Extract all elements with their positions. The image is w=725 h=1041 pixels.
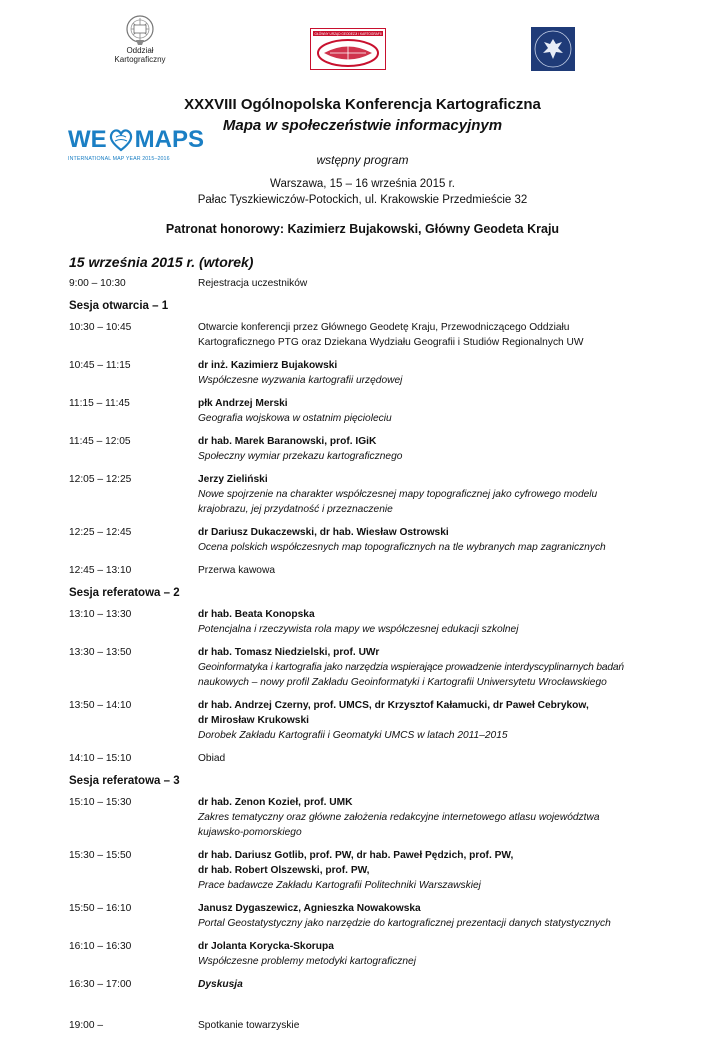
conference-title: XXXVIII Ogólnopolska Konferencja Kartograficzna: [184, 96, 541, 113]
session-title: Sesja otwarcia – 1: [69, 300, 169, 312]
time-slot: 14:10 – 15:10: [69, 753, 132, 764]
time-slot: 11:45 – 12:05: [69, 436, 131, 447]
speaker: dr hab. Marek Baranowski, prof. IGiK: [198, 436, 377, 447]
speaker: dr hab. Zenon Kozieł, prof. UMK: [198, 797, 353, 808]
program-row: [69, 977, 709, 992]
item-text: Kartograficznego PTG oraz Dziekana Wydziału Geografii i Studiów Regionalnych UW: [198, 337, 584, 348]
honorary-patronage: Patronat honorowy: Kazimierz Bujakowski, Główny Geodeta Kraju: [165, 222, 560, 236]
speaker: dr Mirosław Krukowski: [198, 715, 309, 726]
program: [69, 276, 709, 1041]
time-slot: 16:10 – 16:30: [69, 941, 132, 952]
preliminary-label: wstępny program: [316, 153, 409, 167]
speaker: Janusz Dygaszewicz, Agnieszka Nowakowska: [198, 903, 421, 914]
time-slot: 13:10 – 13:30: [69, 609, 132, 620]
ptg-caption-2: Kartograficzny: [114, 55, 166, 64]
session-title: Sesja referatowa – 2: [69, 587, 180, 599]
talk-title: Portal Geostatystyczny jako narzędzie do kartograficznej prezentacji danych statystycznych: [198, 918, 611, 929]
uw-logo: [531, 27, 575, 76]
talk-title: Geoinformatyka i kartografia jako narzędzia wspierające prowadzenie interdyscyplinarnych badań: [198, 662, 624, 673]
time-slot: 13:50 – 14:10: [69, 700, 132, 711]
talk-title: Społeczny wymiar przekazu kartograficznego: [198, 451, 403, 462]
speaker: dr Dariusz Dukaczewski, dr hab. Wiesław Ostrowski: [198, 527, 449, 538]
wemaps-subtitle: INTERNATIONAL MAP YEAR 2015–2016: [68, 156, 170, 162]
program-row: [69, 607, 709, 637]
speaker: dr hab. Dariusz Gotlib, prof. PW, dr hab. Paweł Pędzich, prof. PW,: [198, 850, 514, 861]
discussion: Dyskusja: [198, 979, 243, 990]
program-row: [69, 751, 709, 766]
speaker: dr Jolanta Korycka-Skorupa: [198, 941, 334, 952]
time-slot: 15:10 – 15:30: [69, 797, 132, 808]
ptg-logo: [110, 14, 170, 64]
uw-eagle-icon: [531, 27, 575, 71]
item-text: Rejestracja uczestników: [198, 278, 308, 289]
item-text: Przerwa kawowa: [198, 565, 275, 576]
program-row: [69, 396, 709, 426]
gugik-logo: [310, 28, 386, 75]
talk-title: naukowych – nowy profil Zakładu Geoinformatyki i Kartografii Uniwersytetu Wrocławskiego: [198, 677, 607, 688]
program-row: [69, 795, 709, 840]
item-text: Spotkanie towarzyskie: [198, 1020, 300, 1031]
talk-title: Potencjalna i rzeczywista rola mapy we współczesnej edukacji szkolnej: [198, 624, 519, 635]
talk-title: Ocena polskich współczesnych map topograficznych na tle wybranych map zagranicznych: [198, 542, 606, 553]
talk-title: Prace badawcze Zakładu Kartografii Politechniki Warszawskiej: [198, 880, 481, 891]
speaker: dr hab. Robert Olszewski, prof. PW,: [198, 865, 370, 876]
place-date: Warszawa, 15 – 16 września 2015 r.: [270, 178, 455, 190]
place-address: Pałac Tyszkiewiczów-Potockich, ul. Krakowskie Przedmieście 32: [197, 194, 528, 206]
time-slot: 15:50 – 16:10: [69, 903, 132, 914]
time-slot: 10:45 – 11:15: [69, 360, 131, 371]
talk-title: Współczesne wyzwania kartografii urzędowej: [198, 375, 403, 386]
program-row: [69, 276, 709, 291]
time-slot: 12:25 – 12:45: [69, 527, 132, 538]
time-slot: 16:30 – 17:00: [69, 979, 132, 990]
program-row: [69, 645, 709, 690]
time-slot: 13:30 – 13:50: [69, 647, 132, 658]
talk-title: Zakres tematyczny oraz główne założenia redakcyjne internetowego atlasu województwa: [198, 812, 600, 823]
talk-title: Dorobek Zakładu Kartografii i Geomatyki UMCS w latach 2011–2015: [198, 730, 508, 741]
day-heading: 15 września 2015 r. (wtorek): [69, 254, 254, 270]
time-slot: 9:00 – 10:30: [69, 278, 126, 289]
talk-title: Geografia wojskowa w ostatnim pięcioleciu: [198, 413, 392, 424]
ptg-caption-1: Oddział: [126, 46, 154, 55]
program-row: [69, 901, 709, 931]
gugik-globe-icon: [310, 28, 386, 70]
talk-title: Współczesne problemy metodyki kartograficznej: [198, 956, 416, 967]
program-row: [69, 472, 709, 517]
program-row: [69, 939, 709, 969]
talk-title: kujawsko-pomorskiego: [198, 827, 302, 838]
program-row: [69, 358, 709, 388]
program-row: [69, 1018, 709, 1033]
speaker: dr inż. Kazimierz Bujakowski: [198, 360, 338, 371]
speaker: dr hab. Tomasz Niedzielski, prof. UWr: [198, 647, 380, 658]
speaker: dr hab. Andrzej Czerny, prof. UMCS, dr Krzysztof Kałamucki, dr Paweł Cebrykow,: [198, 700, 589, 711]
time-slot: 12:05 – 12:25: [69, 474, 132, 485]
wemaps-maps: MAPS: [134, 126, 205, 153]
item-text: Otwarcie konferencji przez Głównego Geodetę Kraju, Przewodniczącego Oddziału: [198, 322, 570, 333]
ptg-emblem-icon: [123, 14, 157, 46]
wemaps-we: WE: [68, 126, 107, 153]
gugik-logo-text: GŁÓWNY URZĄD GEODEZJI I KARTOGRAFII: [314, 32, 382, 36]
conference-subtitle: Mapa w społeczeństwie informacyjnym: [222, 117, 503, 134]
time-slot: 12:45 – 13:10: [69, 565, 132, 576]
talk-title: krajobrazu, jej przydatność i przeznaczenie: [198, 504, 393, 515]
time-slot: 15:30 – 15:50: [69, 850, 132, 861]
time-slot: 11:15 – 11:45: [69, 398, 130, 409]
speaker: Jerzy Zieliński: [198, 474, 268, 485]
session-title: Sesja referatowa – 3: [69, 775, 180, 787]
time-slot: 19:00 –: [69, 1020, 103, 1031]
speaker: płk Andrzej Merski: [198, 398, 288, 409]
program-row: [69, 698, 709, 743]
program-row: [69, 848, 709, 893]
program-row: [69, 525, 709, 555]
item-text: Obiad: [198, 753, 226, 764]
program-row: [69, 434, 709, 464]
program-row: [69, 563, 709, 578]
program-row: [69, 320, 709, 350]
talk-title: Nowe spojrzenie na charakter współczesnej mapy topograficznej jako cyfrowego modelu: [198, 489, 598, 500]
time-slot: 10:30 – 10:45: [69, 322, 132, 333]
speaker: dr hab. Beata Konopska: [198, 609, 315, 620]
